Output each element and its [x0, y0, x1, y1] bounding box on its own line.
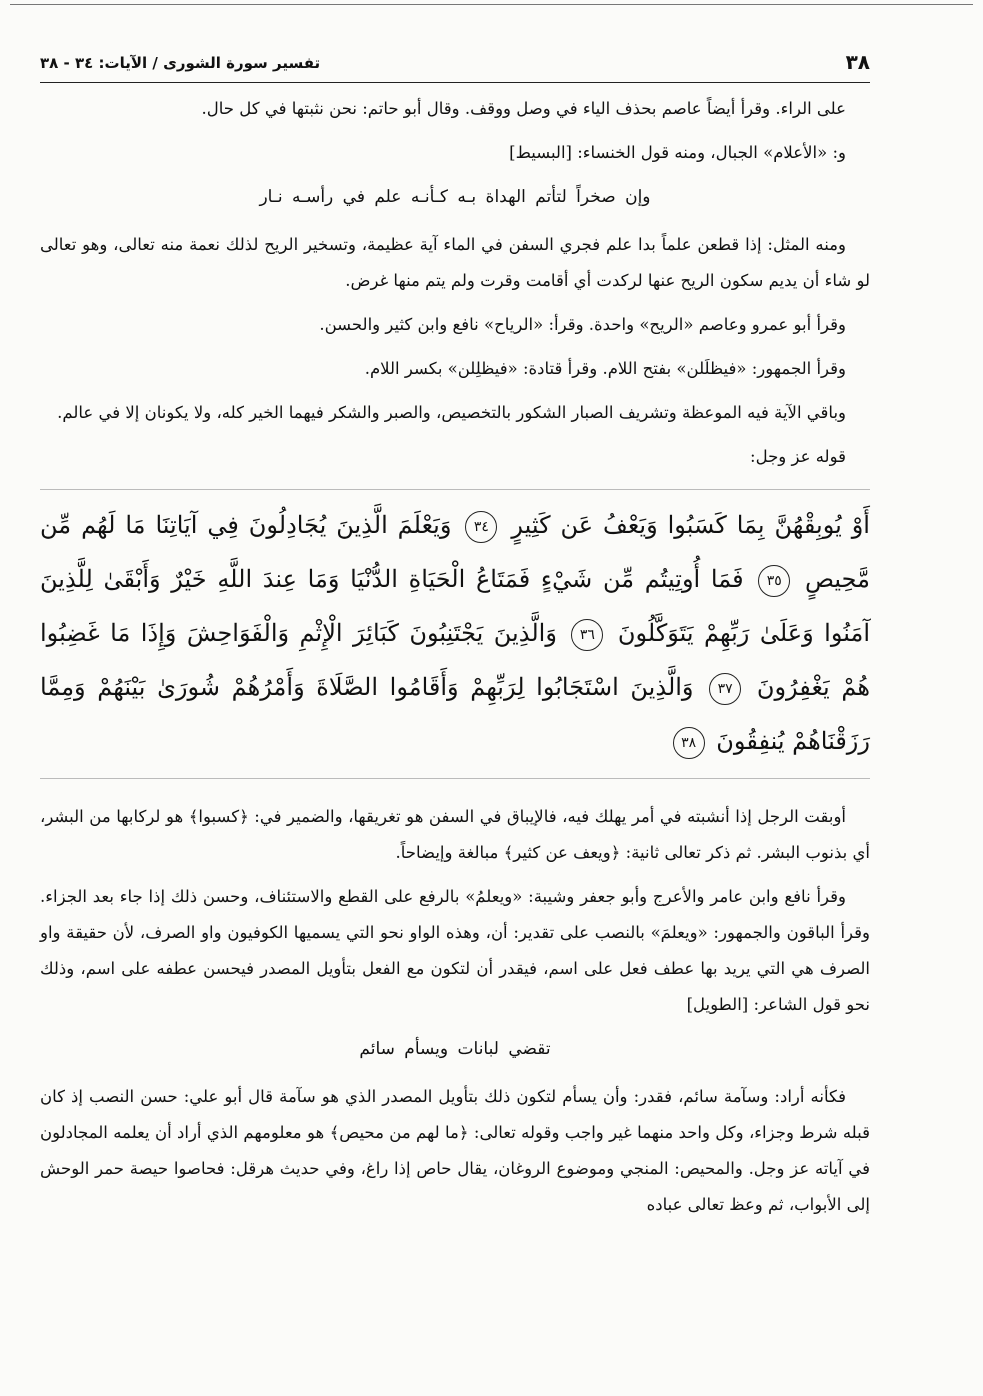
book-page [40, 50, 870, 1370]
quran-ayah-text: أَوْ يُوبِقْهُنَّ بِمَا كَسَبُوا وَيَعْفُ عَن كَثِيرٍ [511, 511, 870, 539]
paragraph: وقرأ أبو عمرو وعاصم «الريح» واحدة. وقرأ: «الرياح» نافع وابن كثير والحسن. [319, 315, 846, 334]
paragraph: وقرأ الجمهور: «فيظلَلن» بفتح اللام. وقرأ قتادة: «فيظلِلن» بكسر اللام. [364, 359, 846, 378]
paragraph: فكأنه أراد: وسآمة سائم، فقدر: وأن يسأم لتكون ذلك بتأويل المصدر الذي هو سآمة قال أبو علي: حسن النصب إذ كان قبله شرط وجزاء، وكل واحد منهما غير واجب وقوله تعالى: ﴿ما لهم من محيص﴾ هو معلومهم الذي أراد أن يعلمه المجادلون في آياته عز وجل. والمحيص: المنجي وموضوع الروغان، يقال حاص إذا راغ، وفي حديث هرقل: فحاصوا حيصة حمر الوحش إلى الأبواب، ثم وعظ تعالى عباده [40, 1087, 870, 1214]
ayah-number-marker: ٣٤ [465, 511, 497, 543]
page-header [40, 50, 870, 83]
quran-ayah-text: وَالَّذِينَ يَجْتَنِبُونَ كَبَائِرَ الْإِثْمِ وَالْفَوَاحِشَ وَإِذَا مَا غَضِبُوا هُمْ يَغْفِرُونَ [40, 619, 870, 701]
ayah-number-marker: ٣٦ [571, 619, 603, 651]
section-intro: قوله عز وجل: [750, 447, 846, 466]
paragraph: على الراء. وقرأ أيضاً عاصم بحذف الياء في وصل ووقف. وقال أبو حاتم: نحن نثبتها في كل حال. [201, 99, 846, 118]
ayah-number-marker: ٣٥ [758, 565, 790, 597]
paragraph: وباقي الآية فيه الموعظة وتشريف الصبار الشكور بالتخصيص، والصبر والشكر فيهما الخير كله، ولا يكونان إلا في عالم. [57, 403, 846, 422]
running-title: تفسير سورة الشورى / الآيات: ٣٤ - ٣٨ [40, 54, 321, 72]
poetry-verse: وإن صخراً لتأتم الهداة بـه كـأنـه علم في رأسـه نـار [259, 187, 651, 207]
poetry-verse: تقضي لبانات ويسأم سائم [359, 1039, 551, 1059]
page-number: ٣٨ [845, 50, 870, 74]
quran-ayah-text: وَيَعْلَمَ الَّذِينَ يُجَادِلُونَ فِي آيَاتِنَا مَا لَهُم مِّن مَّحِيصٍ [40, 511, 870, 593]
paragraph: ومنه المثل: إذا قطعن علماً بدا علم فجري السفن في الماء آية عظيمة، وتسخير الريح لذلك نعمة منه تعالى، وهو تعالى لو شاء أن يديم سكون الريح عنها لركدت أي أقامت وقرت ولم يتم منها غرض. [40, 235, 870, 290]
top-rule [10, 4, 973, 5]
quran-passage [40, 489, 870, 779]
quran-ayah-text: وَالَّذِينَ اسْتَجَابُوا لِرَبِّهِمْ وَأَقَامُوا الصَّلَاةَ وَأَمْرُهُمْ شُورَىٰ بَيْنَهُمْ وَمِمَّا رَزَقْنَاهُمْ يُنفِقُونَ [40, 673, 870, 755]
paragraph: وقرأ نافع وابن عامر والأعرج وأبو جعفر وشيبة: «ويعلمُ» بالرفع على القطع والاستئناف، وحسن ذلك إذا جاء بعد الجزاء. وقرأ الباقون والجمهور: «ويعلمَ» بالنصب على تقدير: أن، وهذه الواو نحو التي يسميها الكوفيون واو الصرف، لأن حقيقة واو الصرف هي التي يريد بها عطف فعل على اسم، فيقدر أن لتكون مع الفعل بتأويل المصدر فيحسن عطفه على اسم، وذلك نحو قول الشاعر: [الطويل] [40, 887, 870, 1014]
main-text [40, 91, 870, 1223]
ayah-number-marker: ٣٧ [709, 673, 741, 705]
paragraph: أوبقت الرجل إذا أنشبته في أمر يهلك فيه، فالإيباق في السفن هو تغريقها، والضمير في: ﴿كسبوا﴾ هو لركابها من البشر، أي بذنوب البشر. ثم ذكر تعالى ثانية: ﴿ويعف عن كثير﴾ مبالغة وإيضاحاً. [40, 807, 870, 862]
paragraph: و: «الأعلام» الجبال، ومنه قول الخنساء: [البسيط] [509, 143, 846, 162]
quran-ayah-text: فَمَا أُوتِيتُم مِّن شَيْءٍ فَمَتَاعُ الْحَيَاةِ الدُّنْيَا وَمَا عِندَ اللَّهِ خَيْرٌ وَأَبْقَىٰ لِلَّذِينَ آمَنُوا وَعَلَىٰ رَبِّهِمْ يَتَوَكَّلُونَ [40, 565, 870, 647]
ayah-number-marker: ٣٨ [673, 727, 705, 759]
